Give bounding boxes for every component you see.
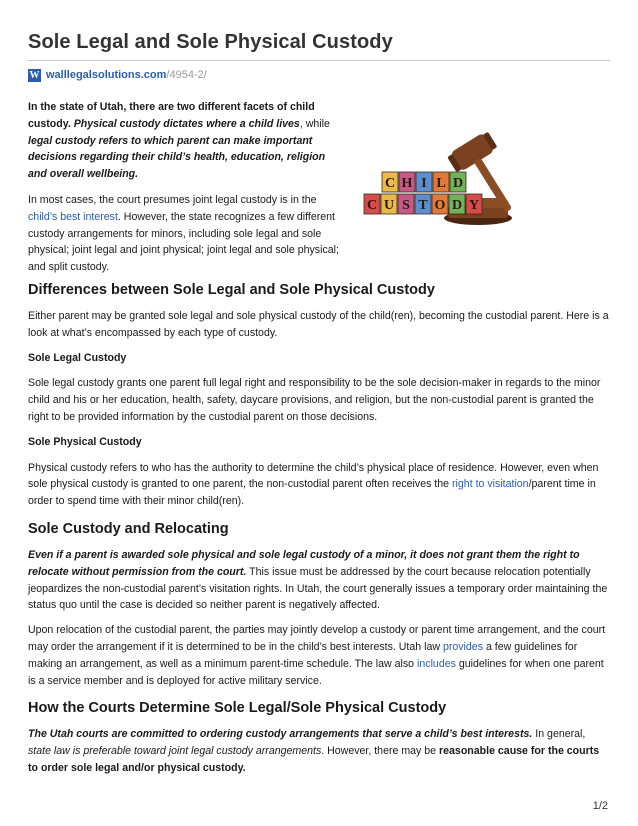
heading-courts: How the Courts Determine Sole Legal/Sole Physical Custody [28,700,447,717]
heading-differences: Differences between Sole Legal and Sole Physical Custody [28,282,435,298]
paragraph-text: Upon relocation of the custodial parent, the parties may jointly develop a custody or parent time arrangement, and the court may order the arrangement if it is determined to be in the child’s best interests. Utah law [28,624,606,653]
letter-tile-text: C [366,198,378,213]
differences-paragraph-1: Either parent may be granted sole legal and sole physical custody of the child(ren), becoming the custodial parent. Here is a look at what’s encompassed by each type of custody. [28,310,609,339]
intro-text: . However, the state recognizes a few different custody arrangements for minors, including sole legal and sole physical; joint legal and joint physical; joint legal and sole physical; and split custody. [28,210,339,274]
intro-comma: , [299,117,303,130]
relocating-paragraph-2 [28,622,610,689]
source-line [28,67,207,83]
site-logo-icon: W [29,69,40,81]
paragraph-italic: state law is preferable toward joint legal custody arrangements [28,745,322,758]
letter-tile-text: Y [468,198,480,213]
paragraph-emphasis: The Utah courts are committed to ordering custody arrangements that serve a child’s best interests. [28,728,533,741]
heading-relocating: Sole Custody and Relocating [28,520,229,537]
differences-paragraph-2: Sole legal custody grants one parent full legal right and responsibility to be the sole decision-maker in regards to the minor child and his or her education, health, safety, daycare provisions, and religion, but the non-custodial parent is granted the right to be provided information by the custodial parent on those decisions. [28,377,601,423]
intro-paragraph-2 [28,192,340,276]
paragraph-text: In general, [532,728,586,741]
intro-emphasis-legal: legal custody refers to which parent can make important decisions regarding their child’s health, education, religion and overall wellbeing. [28,134,326,181]
provides-link[interactable]: provides [442,640,483,653]
subheading-sole-physical: Sole Physical Custody [28,435,142,448]
letter-tile-text: U [383,198,395,213]
page-title: Sole Legal and Sole Physical Custody [28,31,393,53]
page-number: 1/2 [592,800,608,812]
intro-text: In most cases, the court presumes joint legal custody is in the [28,193,317,206]
paragraph-text: guidelines for when one parent is a service member and is deployed for active military service. [28,657,604,687]
paragraph-emphasis: Even if a parent is awarded sole physical and sole legal custody of a minor, it does not grant them the right to relocate without permission from the court. [28,548,580,578]
visitation-link[interactable]: right to visitation [452,478,529,491]
intro-paragraph-1 [28,99,340,183]
letter-tile-text: H [401,176,413,191]
letter-tile-text: T [418,198,428,213]
letter-tile-text: D [451,198,463,213]
intro-section [28,99,340,285]
paragraph-text: /parent time in order to spend time with their minor child(ren). [28,478,596,508]
includes-link[interactable]: includes [417,657,456,670]
intro-while: while [305,117,330,130]
letter-tile-text: I [421,176,427,191]
intro-text: In the state of Utah, there are two different facets of child custody. [28,101,315,130]
best-interest-link[interactable]: child’s best interest [28,210,118,223]
paragraph-text: a few guidelines for making an arrangement, as well as a minimum parent-time schedule. The law also [28,640,578,670]
main-content [28,281,610,785]
letter-tile-text: O [434,198,446,213]
relocating-paragraph-1 [28,547,610,614]
letter-tile-text: S [402,198,410,213]
courts-paragraph-1 [28,726,610,776]
letter-tile-text: L [436,176,446,191]
paragraph-text: . However, there may be [321,745,437,758]
paragraph-text: This issue must be addressed by the court because relocation potentially jeopardizes the non-custodial parent’s visitation rights. In Utah, the court generally issues a temporary order maintaining the status quo until the case is decided so neither parent is negatively affected. [28,565,608,612]
paragraph-text: Physical custody refers to who has the authority to determine the child’s physical place of residence. However, even when sole physical custody is granted to one parent, the non-custodial parent often receives the [28,461,599,491]
child-custody-gavel-image [360,106,520,231]
differences-paragraph-3 [28,460,610,510]
subheading-sole-legal: Sole Legal Custody [28,351,127,364]
title-divider [28,60,610,61]
letter-tile-text: C [384,176,396,191]
paragraph-bold: reasonable cause for the courts to order sole legal and/or physical custody. [28,745,600,774]
child-custody-letter-tiles [364,172,482,214]
intro-emphasis-physical: Physical custody dictates where a child lives [73,117,300,130]
letter-tile-text: D [452,176,464,191]
source-path: /4954-2/ [166,69,207,81]
source-domain-link[interactable]: walllegalsolutions.com [46,69,167,81]
